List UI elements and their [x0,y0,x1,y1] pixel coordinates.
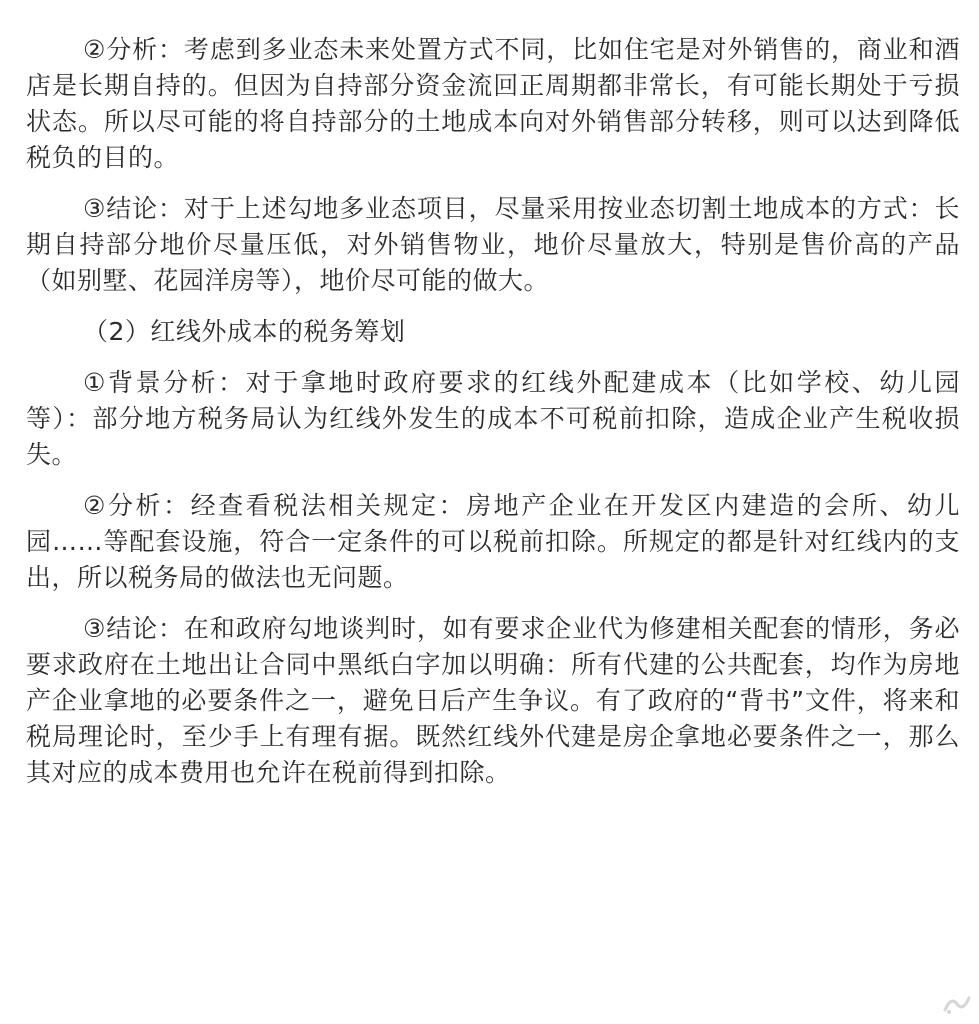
faint-logo-icon [941,990,973,1018]
section-heading-red-line-cost: （2）红线外成本的税务筹划 [83,317,406,346]
paragraph-conclusion-negotiation: ③结论：在和政府勾地谈判时，如有要求企业代为修建相关配套的情形，务必要求政府在土地出让合同中黑纸白字加以明确：所有代建的公共配套，均作为房地产企业拿地的必要条件之一，避免日后产生争议。有了政府的“背书”文件，将来和税局理论时，至少手上有理有据。既然红线外代建是房企拿地必要条件之一，那么其对应的成本费用也允许在税前得到扣除。 [26,614,960,787]
paragraph-analysis-tax-law: ②分析：经查看税法相关规定：房地产企业在开发区内建造的会所、幼儿园……等配套设施，符合一定条件的可以税前扣除。所规定的都是针对红线内的支出，所以税务局的做法也无问题。 [26,491,960,592]
paragraph-analysis-multi-use: ②分析：考虑到多业态未来处置方式不同，比如住宅是对外销售的，商业和酒店是长期自持的。但因为自持部分资金流回正周期都非常长，有可能长期处于亏损状态。所以尽可能的将自持部分的土地成本向对外销售部分转移，则可以达到降低税负的目的。 [26,35,960,172]
paragraph-conclusion-multi-use: ③结论：对于上述勾地多业态项目，尽量采用按业态切割土地成本的方式：长期自持部分地价尽量压低，对外销售物业，地价尽量放大，特别是售价高的产品（如别墅、花园洋房等），地价尽可能的做大。 [26,194,960,295]
document-body [26,32,960,791]
paragraph-background-analysis: ①背景分析：对于拿地时政府要求的红线外配建成本（比如学校、幼儿园等）：部分地方税务局认为红线外发生的成本不可税前扣除，造成企业产生税收损失。 [26,368,960,469]
